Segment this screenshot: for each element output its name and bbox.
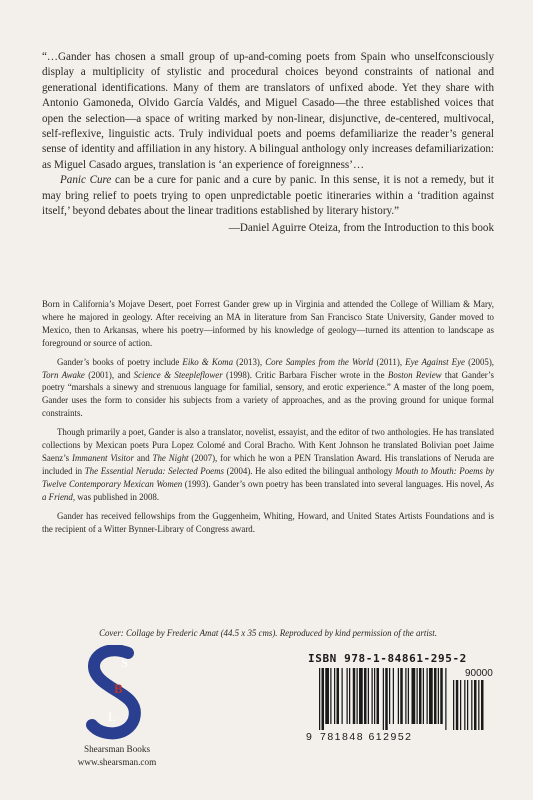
addon-bar bbox=[453, 680, 454, 730]
back-cover-quote bbox=[42, 50, 494, 237]
barcode-bar bbox=[368, 668, 369, 724]
barcode-bar bbox=[429, 668, 433, 724]
barcode-bar bbox=[319, 668, 320, 730]
barcode-bar bbox=[417, 668, 418, 724]
barcode-bar bbox=[347, 668, 348, 724]
barcode-bar bbox=[389, 668, 390, 724]
barcode-bar bbox=[322, 668, 325, 730]
logo-letter-l: L bbox=[108, 709, 116, 724]
barcode-bar bbox=[434, 668, 437, 724]
barcode-first-digit: 9 bbox=[306, 731, 312, 743]
barcode-bar bbox=[349, 668, 350, 724]
addon-bar bbox=[464, 680, 465, 730]
author-bio bbox=[42, 298, 494, 541]
logo-letter-b: B bbox=[114, 681, 123, 696]
barcode-bar bbox=[353, 668, 356, 724]
barcode-bar bbox=[423, 668, 424, 724]
addon-bar bbox=[478, 680, 479, 730]
barcode-bar bbox=[330, 668, 331, 724]
barcode-bar bbox=[405, 668, 406, 724]
barcode-bar bbox=[408, 668, 409, 724]
bio-paragraph-2: Gander’s books of poetry include Eiko & Koma (2013), Core Samples from the World (2011), Eye Against Eye (2005), Torn Awake (2001), and Science & Steepleflower (1998). Critic Barbara Fischer wrote in the Boston Review that Gander’s poetry “marshals a sinewy and strenuous language for familial, sensory, and erotic experience.” A master of the long poem, Gander uses the form to consider his subjects from a variety of approaches, and as the proving ground for unique formal constraints. bbox=[42, 356, 495, 419]
bio-paragraph-1: Born in California’s Mojave Desert, poet Forrest Gander grew up in Virginia and attended the College of William & Mary, where he majored in geology. After receiving an MA in literature from San Francisco State University, Gander moved to Mexico, then to Arkansas, where his poetry—informed by his knowledge of geology—turned its attention to landscape as foreground or source of action. bbox=[42, 299, 494, 348]
quote-attribution: —Daniel Aguirre Oteiza, from the Introduction to this book bbox=[228, 222, 494, 235]
barcode-bar bbox=[377, 668, 380, 724]
cover-credit: Cover: Collage by Frederic Amat (44.5 x 35 cms). Reproduced by kind permission of the artist. bbox=[99, 628, 437, 638]
addon-bar bbox=[467, 680, 468, 730]
bio-paragraph-4: Gander has received fellowships from the Guggenheim, Whiting, Howard, and United States Artists Foundations and is the recipient of a Witter Bynner-Library of Congress award. bbox=[42, 510, 494, 534]
addon-bar bbox=[481, 680, 484, 730]
publisher-block bbox=[42, 743, 192, 768]
barcode-digits: 781848 612952 bbox=[320, 731, 413, 743]
barcode-addon-digits: 90000 bbox=[465, 668, 493, 679]
barcode-bar bbox=[357, 668, 358, 724]
barcode-bar bbox=[334, 668, 335, 724]
quote-book-title: Panic Cure bbox=[60, 174, 112, 187]
addon-bar bbox=[474, 680, 477, 730]
barcode-bar bbox=[393, 668, 394, 724]
barcode-bar bbox=[325, 668, 329, 724]
addon-bar bbox=[460, 680, 461, 730]
barcode-bar bbox=[342, 668, 343, 724]
barcode-bar bbox=[427, 668, 428, 724]
publisher-name: Shearsman Books bbox=[83, 744, 151, 754]
isbn-label: ISBN 978-1-84861-295-2 bbox=[308, 652, 467, 665]
bio-paragraph-3: Though primarily a poet, Gander is also a translator, novelist, essayist, and the editor of two anthologies. He has translated collections by Mexican poets Pura Lopez Colomé and Coral Bracho. With Kent Johnson he translated Bolivian poet Jaime Saenz’s Immanent Visitor and The Night (2007), for which he won a PEN Translation Award. His translations of Neruda are included in The Essential Neruda: Selected Poems (2004). He also edited the bilingual anthology Mouth to Mouth: Poems by Twelve Contemporary Mexican Women (1993). Gander’s own poetry has been translated into several languages. His novel, As a Friend, was published in 2008. bbox=[42, 427, 494, 502]
barcode-bar bbox=[445, 668, 446, 730]
publisher-url[interactable]: www.shearsman.com bbox=[77, 756, 157, 767]
quote-paragraph-1: “…Gander has chosen a small group of up-and-coming poets from Spain who unselfconsciously display a multiplicity of stylistic and procedural choices beyond constraints of national and generational identifications. Many of them are translators of unfixed abode. Yet they share with Antonio Gamoneda, Olvido García Valdés, and Miguel Casado—the three established voices that open the selection—a space of writing marked by non-linear, disjunctive, de-centered, multivocal, self-reflexive, linguistic acts. Truly individual poets and poems defamiliarize the reader’s general sense of identity and affiliation in any history. A bilingual anthology only increases defamiliarization: as Miguel Casado argues, translation is ‘an experience of foreignness’… bbox=[42, 51, 494, 171]
barcode-bar bbox=[337, 668, 340, 724]
barcode-bar bbox=[438, 668, 439, 724]
shearsman-logo bbox=[62, 645, 172, 740]
barcode-bar bbox=[412, 668, 416, 724]
barcode-bar bbox=[359, 668, 363, 724]
logo-letter-s: S bbox=[121, 655, 129, 670]
addon-bar bbox=[456, 680, 459, 730]
barcode-bar bbox=[372, 668, 373, 724]
barcode-bar bbox=[400, 668, 403, 724]
quote-paragraph-2: Panic Cure can be a cure for panic and a cure by panic. In this sense, it is not a remedy, but it may bring relief to poets trying to open unpredictable poetic itineraries within a ‘tradition against itself,’ beyond debates about the linear traditions established by literary history.” bbox=[42, 174, 494, 218]
barcode-bar bbox=[398, 668, 399, 724]
barcode-bar bbox=[383, 668, 384, 730]
barcode-bar bbox=[440, 668, 443, 724]
barcode-bar bbox=[385, 668, 388, 730]
addon-bar bbox=[471, 680, 472, 730]
barcode-bar bbox=[374, 668, 375, 724]
barcode-bar bbox=[419, 668, 422, 724]
barcode-bar bbox=[364, 668, 367, 724]
